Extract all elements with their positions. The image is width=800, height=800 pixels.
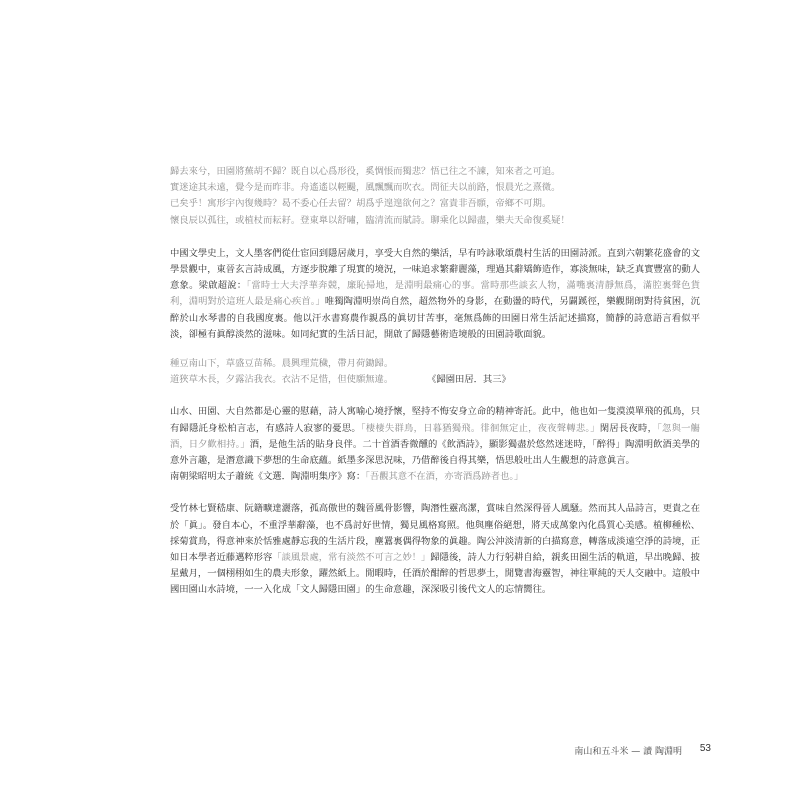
paragraph-text: 陶淵明飲酒美學的意外言趣，是潛意識下夢想的生命底蘊。紙墨多深思況味，乃借醉後自得其樂，悟思般吐出人生觀想的詩意眞言。	[170, 438, 700, 467]
paragraph-text: 山水、田園、大自然都是心靈的慰藉，詩人寓喻心境抒懷，堅持不悔安身立命的精神寄託。此中，他也如一隻漠漠單飛的孤鳥，只有歸隱託身松柏言志，有感詩人寂寥的憂思。	[170, 406, 700, 434]
paragraph-text: 歸隱後，詩人力行躬耕自給，親炙田園生活的軌道，早出晚歸、披星戴月，一個栩栩如生的農夫形象，躍然紙上。閒暇時，任酒於酣醉的哲思夢土，閒覽書海靈智，神往單純的天人交融中。這般中國田園山水詩境，一一入化成「文人歸隱田園」的生命意趣，深深吸引後代文人的忘情嚮往。	[170, 552, 700, 596]
paragraph-text: 閑居長夜時，	[599, 422, 658, 434]
liang-qichao-quote: 「當時士大夫浮華奔競，廉恥掃地，是淵明最痛心的事。當時那些談玄人物，滿嘴裏清靜無爲，滿腔裏聲色貨利，淵明對於這班人最是痛心疾首。」	[170, 280, 700, 308]
kondo-quote: 「談風景處，常有淡然不可言之妙！」	[272, 552, 431, 564]
page-content	[170, 164, 700, 599]
paragraph-nature-solace	[170, 404, 700, 469]
lonely-bird-quote: 「棲棲失群鳥，日暮猶獨飛。徘徊無定止，夜夜聲轉悲。」	[360, 422, 600, 434]
poem-line: 種豆南山下，草盛豆苗稀。晨興理荒穢，帶月荷鋤歸。	[170, 358, 394, 370]
paragraph-text: 中國文學史上，文人墨客們從仕宦回到隱居歲月，享受大自然的樂活，早有吟詠歌頌農村生活的田園詩派。直到六朝繁花盛會的文學景觀中，東晉玄言詩成風，方逐步脫離了現實的境況，一味追求繁辭麗藻，理過其辭矯飾造作，寡淡無味，缺乏真實豐富的動人意象。梁啟超說：	[170, 247, 700, 292]
quoted-poem-garden	[170, 356, 700, 388]
paragraph-text: 酒，是他生活的貼身良伴。二十首酒香微醺的《飲酒詩》，顯影獨盡於悠然迷迷時，	[249, 438, 593, 450]
running-footer-title: 南山和五斗米 — 讀 陶淵明	[574, 747, 682, 757]
page-footer	[0, 744, 800, 758]
paragraph-authenticity	[170, 501, 700, 598]
page-number: 53	[699, 743, 711, 754]
xiao-tong-quote: 「吾觀其意不在酒，亦寄酒爲跡者也。」	[365, 471, 524, 483]
poem-line: 歸去來兮，田園將蕪胡不歸？既自以心爲形役，奚惆悵而獨悲？悟已往之不諫，知來者之可追。	[170, 166, 561, 177]
opening-poem	[170, 164, 700, 229]
poem-line: 懷良辰以孤往，或植杖而耘耔。登東臯以舒嘯，臨清流而賦詩。聊乘化以歸盡，樂夫天命復奚疑！	[170, 214, 570, 226]
drunk-quote: 「醉得」	[592, 438, 626, 450]
paragraph-xiao-tong	[170, 469, 700, 485]
paragraph-text: 受竹林七賢嵇康、阮籍曠達灑落，孤高傲世的魏晉風骨影響，陶潛性靈高潔，賞味自然深得晉人風騷。然而其人品詩言，更貴之在於「眞」。發自本心，不重浮華辭藻，也不爲討好世情，獨見風格寫照。他與塵俗絕想，將天成萬象內化爲質心美感。植柳種松、採菊賞鳥，得意神來於恬雅處靜忘我的生活片段，塵囂裏偶得物象的眞趣。陶公沖淡清新的白描寫意，轉落成淡遠空淨的詩境，正如日本學者近藤邁粹形容	[170, 503, 700, 564]
wine-cup-quote: 「忽與一觴酒，日夕歡相持。」	[170, 422, 700, 450]
poem-source: 《歸園田居．其三》	[427, 374, 511, 386]
poem-line: 道狹草木長，夕露沾我衣。衣沾不足惜，但使願無違。 《歸園田居．其三》	[170, 374, 511, 386]
poem-line: 實迷途其未遠，覺今是而昨非。舟遙遙以輕颺，風飄飄而吹衣。問征夫以前路，恨晨光之熹微。	[170, 182, 561, 194]
paragraph-text: 南朝梁昭明太子蕭統《文選．陶淵明集序》寫：	[170, 471, 366, 483]
paragraph-text: 唯獨陶淵明崇尚自然，超然物外的身影，在動盪的時代，另闢蹊徑，樂觀開朗對待貧困，沉醉於山水琴書的自我國度裏。他以汗水書寫農作親爲的眞切甘苦事，毫無爲飾的田園日常生活記述描寫，簡靜的詩意語言看似平淡，卻極有眞醇淡然的滋味。如同紀實的生活日記，開啟了歸隱藝術造境般的田園詩歌面貌。	[170, 296, 700, 340]
poem-line: 已矣乎！寓形宇內復幾時？曷不委心任去留？胡爲乎遑遑欲何之？富貴非吾願，帝鄉不可期。	[170, 198, 552, 210]
paragraph-literary-history	[170, 246, 700, 343]
